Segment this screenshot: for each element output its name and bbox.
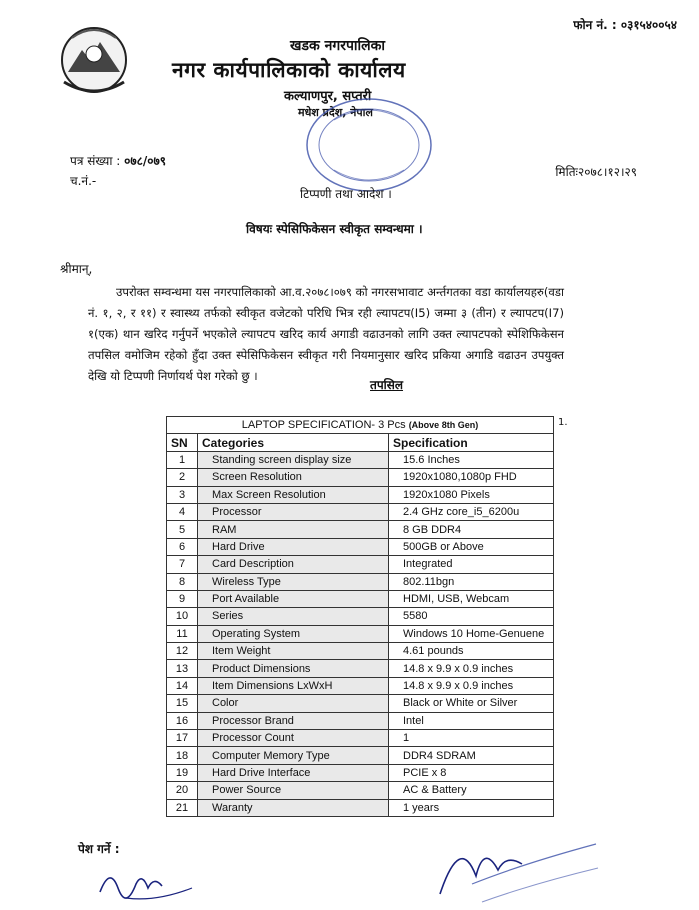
- phone-number: फोन नं. : ०३१५४००५४: [573, 18, 677, 32]
- table-row: [167, 556, 554, 573]
- row-specification: 14.8 x 9.9 x 0.9 inches: [389, 677, 554, 694]
- column-categories: Categories: [198, 434, 389, 451]
- row-category: Series: [198, 608, 389, 625]
- row-sn: 3: [167, 486, 198, 503]
- row-category: Max Screen Resolution: [198, 486, 389, 503]
- row-category: Standing screen display size: [198, 451, 389, 468]
- row-specification: 15.6 Inches: [389, 451, 554, 468]
- table-row: [167, 764, 554, 781]
- row-specification: PCIE x 8: [389, 764, 554, 781]
- column-sn: SN: [167, 434, 198, 451]
- row-sn: 16: [167, 712, 198, 729]
- row-sn: 21: [167, 799, 198, 816]
- table-row: [167, 660, 554, 677]
- body-text: उपरोक्त सम्वन्धमा यस नगरपालिकाको आ.व.२०७८।०७९ को नगरसभावाट अर्न्तगतका वडा कार्यालयहरु(वडा नं. १, २, र ११) र स्वास्थ्य तर्फको स्वीकृत वजेटको परिधि भित्र रही ल्यापटप(I5) जम्मा ३ (तीन) र ल्यापटप(I7) १(एक) थान खरिद गर्नुपर्ने भएकोले ल्यापटप खरिद कार्य अगाडी वढाउनको लागि उक्त ल्यापटपको स्पेशिफिकेसन तपसिल वमोजिम रहेको हुँदा उक्त स्पेसिफिकेसन स्वीकृत गरी नियमानुसार खरिद प्रकिया अगाडि वढाउन उपयुक्त देखि यो टिप्पणी निर्णायर्थ पेश गरेको छु ।: [88, 285, 564, 383]
- table-header-row: [167, 434, 554, 451]
- row-sn: 12: [167, 643, 198, 660]
- office-stamp-icon: [294, 90, 444, 200]
- row-sn: 17: [167, 730, 198, 747]
- table-row: [167, 608, 554, 625]
- row-sn: 5: [167, 521, 198, 538]
- row-sn: 2: [167, 469, 198, 486]
- table-row: [167, 747, 554, 764]
- row-specification: 2.4 GHz core_i5_6200u: [389, 503, 554, 520]
- row-sn: 20: [167, 782, 198, 799]
- row-specification: 1920x1080,1080p FHD: [389, 469, 554, 486]
- row-category: Processor Brand: [198, 712, 389, 729]
- nepal-emblem-icon: [58, 20, 130, 100]
- office-province: मधेश प्रदेश, नेपाल: [298, 106, 373, 119]
- row-sn: 1: [167, 451, 198, 468]
- row-specification: Intel: [389, 712, 554, 729]
- table-row: [167, 730, 554, 747]
- row-specification: Windows 10 Home-Genuene: [389, 625, 554, 642]
- row-specification: 1 years: [389, 799, 554, 816]
- table-row: [167, 538, 554, 555]
- presenter-label: पेश गर्ने :: [78, 842, 120, 856]
- body-paragraph: [88, 282, 564, 387]
- row-category: Hard Drive Interface: [198, 764, 389, 781]
- salutation: श्रीमान्,: [60, 262, 93, 276]
- row-category: Item Dimensions LxWxH: [198, 677, 389, 694]
- row-category: Processor: [198, 503, 389, 520]
- row-category: Processor Count: [198, 730, 389, 747]
- row-category: Screen Resolution: [198, 469, 389, 486]
- table-title-row: [167, 417, 554, 434]
- letter-number: [70, 152, 166, 169]
- row-sn: 9: [167, 590, 198, 607]
- row-category: RAM: [198, 521, 389, 538]
- table-row: [167, 573, 554, 590]
- table-row: [167, 782, 554, 799]
- row-sn: 4: [167, 503, 198, 520]
- row-specification: 500GB or Above: [389, 538, 554, 555]
- table-row: [167, 799, 554, 816]
- row-specification: 14.8 x 9.9 x 0.9 inches: [389, 660, 554, 677]
- row-sn: 8: [167, 573, 198, 590]
- table-row: [167, 712, 554, 729]
- row-sn: 13: [167, 660, 198, 677]
- row-category: Port Available: [198, 590, 389, 607]
- table-title-text: LAPTOP SPECIFICATION- 3 Pcs: [241, 419, 406, 432]
- row-specification: 802.11bgn: [389, 573, 554, 590]
- table-row: [167, 695, 554, 712]
- table-row: [167, 590, 554, 607]
- signature-stamp-icon: [432, 824, 602, 910]
- row-sn: 18: [167, 747, 198, 764]
- table-title-extra: (Above 8th Gen): [408, 420, 479, 431]
- row-specification: 4.61 pounds: [389, 643, 554, 660]
- table-row: [167, 521, 554, 538]
- row-category: Card Description: [198, 556, 389, 573]
- table-row: [167, 625, 554, 642]
- margin-mark: 1.: [558, 417, 568, 428]
- table-row: [167, 643, 554, 660]
- row-specification: Black or White or Silver: [389, 695, 554, 712]
- table-row: [167, 469, 554, 486]
- handwritten-signature-icon: [96, 858, 196, 906]
- letter-number-label: पत्र संख्या :: [70, 154, 121, 168]
- table-row: [167, 677, 554, 694]
- row-sn: 6: [167, 538, 198, 555]
- row-category: Power Source: [198, 782, 389, 799]
- row-specification: 1: [389, 730, 554, 747]
- row-category: Wireless Type: [198, 573, 389, 590]
- row-sn: 19: [167, 764, 198, 781]
- document-date: मितिः२०७८।१२।२९: [555, 165, 637, 179]
- note-heading: टिप्पणी तथा आदेश ।: [300, 187, 392, 201]
- column-specification: Specification: [389, 434, 554, 451]
- row-sn: 10: [167, 608, 198, 625]
- row-category: Waranty: [198, 799, 389, 816]
- row-category: Computer Memory Type: [198, 747, 389, 764]
- details-heading: तपसिल: [370, 378, 404, 392]
- row-sn: 11: [167, 625, 198, 642]
- table-row: [167, 503, 554, 520]
- subject-line: विषयः स्पेसिफिकेसन स्वीकृत सम्वन्धमा ।: [246, 222, 423, 236]
- row-sn: 14: [167, 677, 198, 694]
- row-sn: 7: [167, 556, 198, 573]
- office-name: नगर कार्यपालिकाको कार्यालय: [172, 58, 406, 82]
- row-specification: 5580: [389, 608, 554, 625]
- row-category: Hard Drive: [198, 538, 389, 555]
- row-category: Item Weight: [198, 643, 389, 660]
- table-title: [167, 417, 554, 434]
- row-sn: 15: [167, 695, 198, 712]
- table-row: [167, 451, 554, 468]
- table-row: [167, 486, 554, 503]
- row-specification: DDR4 SDRAM: [389, 747, 554, 764]
- row-category: Color: [198, 695, 389, 712]
- office-address: कल्याणपुर, सप्तरी: [284, 89, 372, 104]
- row-specification: 1920x1080 Pixels: [389, 486, 554, 503]
- row-category: Operating System: [198, 625, 389, 642]
- row-specification: 8 GB DDR4: [389, 521, 554, 538]
- municipality-name: खडक नगरपालिका: [290, 38, 386, 54]
- row-category: Product Dimensions: [198, 660, 389, 677]
- row-specification: Integrated: [389, 556, 554, 573]
- letter-number-value: ०७८/०७९: [124, 154, 166, 168]
- specification-table: [166, 416, 554, 817]
- row-specification: HDMI, USB, Webcam: [389, 590, 554, 607]
- dispatch-number: च.नं.-: [70, 174, 97, 188]
- row-specification: AC & Battery: [389, 782, 554, 799]
